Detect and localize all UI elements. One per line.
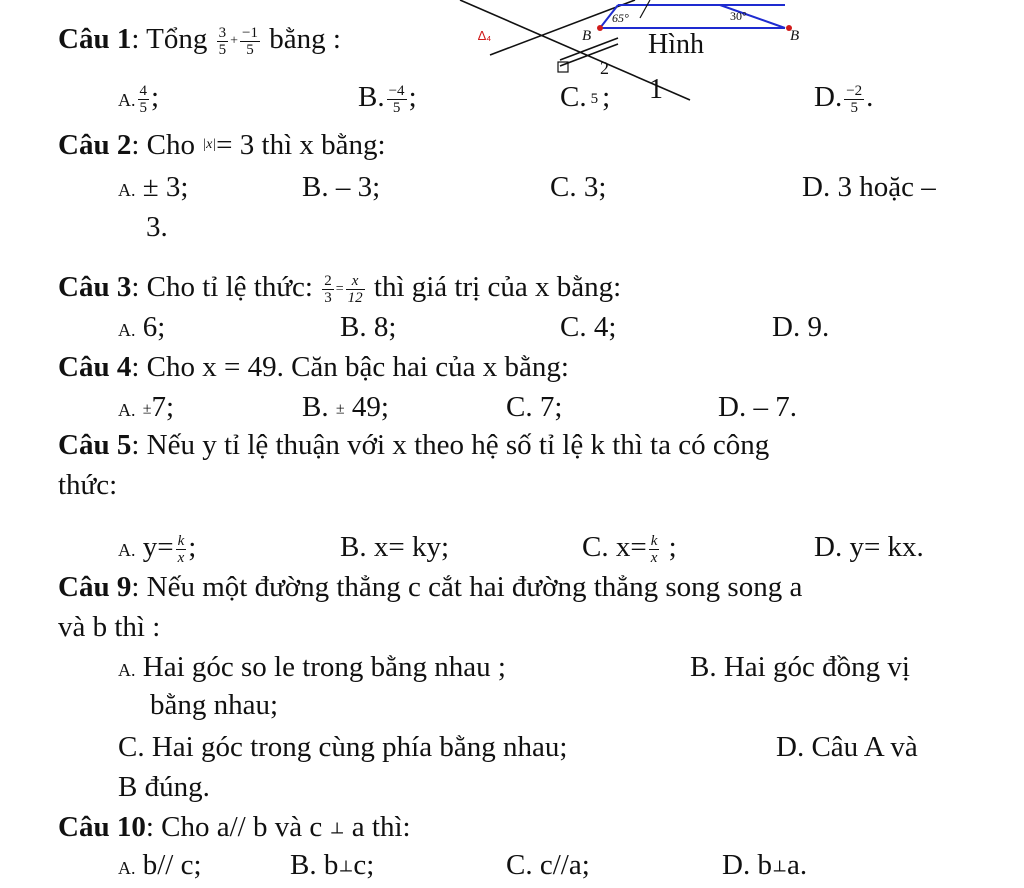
q2-abs: |x| [202,137,217,152]
q3-option-d[interactable]: D. 9. [772,311,830,343]
q1-stem [58,22,341,58]
q10-stem: Câu 10: Cho a// b và c ⊥ a thì: [58,811,411,843]
angle-30-label: 30° [730,9,747,23]
q1-frac2: $\frac{-1}{5}$ [241,24,258,58]
label-b-right: B [790,28,800,44]
geometry-figure [440,0,860,110]
q9-option-b-cont: bằng nhau; [150,689,279,721]
label-b-left: B [582,28,592,44]
q3-frac2: $\frac{x}{12}$ [347,272,363,306]
q10-option-b[interactable]: B. b⊥c; [290,849,375,881]
q9-option-c[interactable]: C. Hai góc trong cùng phía bằng nhau; [118,731,568,763]
q1-option-d[interactable]: D. $\frac{-2}{5}$ . [814,81,874,116]
q4-option-b[interactable]: B. ± 49; [302,391,389,423]
q3-title: Câu 3 [58,271,132,303]
q10-option-d[interactable]: D. b⊥a. [722,849,808,881]
q10-option-c[interactable]: C. c//a; [506,849,590,881]
q9-stem: Câu 9: Nếu một đường thẳng c cắt hai đường thẳng song song a [58,571,803,603]
point-b-left [597,25,603,31]
perp-symbol: ⊥ [329,820,345,838]
q1-pre: : Tổng [131,23,208,55]
q5-stem-cont: thức: [58,469,118,501]
q1-option-c[interactable]: C. 5 ; [560,81,611,113]
q3-frac1: $\frac{2}{3}$ [324,272,332,306]
q2-title: Câu 2 [58,129,132,161]
q4-option-a[interactable]: A. ±7; [118,391,175,423]
q2-option-c[interactable]: C. 3; [550,171,607,203]
q2-option-b[interactable]: B. – 3; [302,171,381,203]
q1-post: bằng : [269,23,341,55]
q4-stem: Câu 4: Cho x = 49. Căn bậc hai của x bằng: [58,351,569,383]
q5-option-c[interactable]: C. x= $\frac{k}{x}$ ; [582,531,677,566]
q9-title: Câu 9 [58,571,132,603]
q2-option-d-cont: 3. [146,211,168,243]
q1-frac1: $\frac{3}{5}$ [218,24,227,58]
q1-title: Câu 1 [58,23,132,55]
q5-stem: Câu 5: Nếu y tỉ lệ thuận với x theo hệ số tỉ lệ k thì ta có công [58,429,770,461]
q4-option-d[interactable]: D. – 7. [718,391,797,423]
figure-caption: Hình [648,29,704,60]
q5-option-b[interactable]: B. x= ky; [340,531,450,563]
q1-option-a[interactable]: A. $\frac{4}{5}$ ; [118,81,160,116]
q10-title: Câu 10 [58,811,146,843]
q9-option-d-cont: B đúng. [118,771,210,803]
stray-mark: ∆₄ [478,28,492,43]
q3-option-b[interactable]: B. 8; [340,311,397,343]
q1-op: + [230,33,238,49]
q9-option-a[interactable]: A. Hai góc so le trong bằng nhau ; [118,651,506,683]
angle-65-label: 65° [612,11,629,25]
q5-title: Câu 5 [58,429,132,461]
label-2: 2 [600,58,609,78]
q3-stem: Câu 3: Cho tỉ lệ thức: $\frac{2}{3}$ = $\frac{x}{12}$ thì giá trị của x bằng: [58,271,622,306]
q2-stem: Câu 2: Cho $^{|x|}$= 3 thì x bằng: [58,129,386,161]
q2-option-d[interactable]: D. 3 hoặc – [802,171,936,203]
q3-option-a[interactable]: A. 6; [118,311,166,343]
q9-option-b[interactable]: B. Hai góc đồng vị [690,651,910,683]
q9-stem-cont: và b thì : [58,611,161,643]
q3-option-c[interactable]: C. 4; [560,311,617,343]
q10-option-a[interactable]: A. b// c; [118,849,202,881]
q9-option-d[interactable]: D. Câu A và [776,731,918,763]
q5-option-a[interactable]: A. y= $\frac{k}{x}$ ; [118,531,197,566]
q4-title: Câu 4 [58,351,132,383]
q2-option-a[interactable]: A. ± 3; [118,171,189,203]
q4-option-c[interactable]: C. 7; [506,391,563,423]
q1-option-b[interactable]: B. $\frac{-4}{5}$ ; [358,81,417,116]
q5-option-d[interactable]: D. y= kx. [814,531,924,563]
label-1: 1 [649,74,663,105]
